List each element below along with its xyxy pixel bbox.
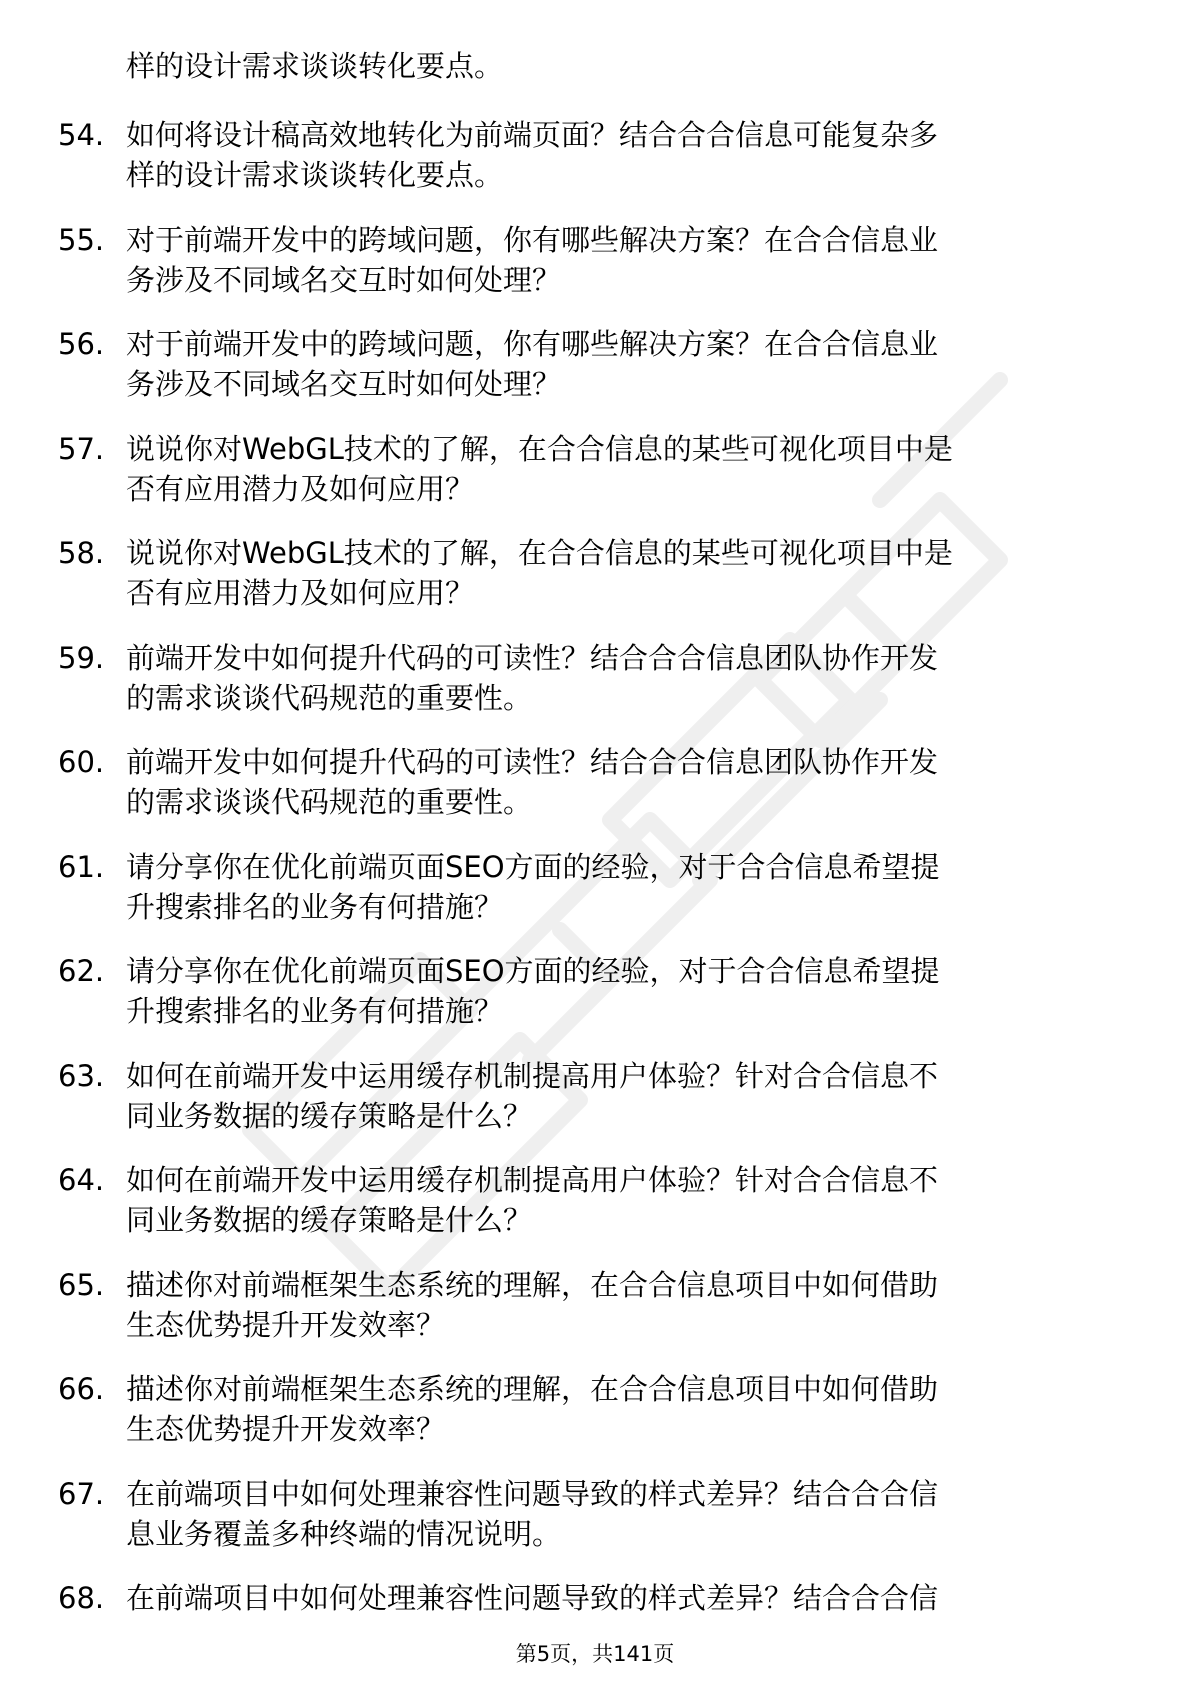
- question-text-line: 务涉及不同域名交互时如何处理？: [126, 367, 562, 401]
- question-text: [126, 1056, 1126, 1136]
- question-text-line: 请分享你在优化前端页面SEO方面的经验，对于合合信息希望提: [126, 954, 940, 988]
- question-text: [126, 1160, 1126, 1240]
- question-text-line: 息业务覆盖多种终端的情况说明。: [126, 1516, 562, 1551]
- question-text-line: 描述你对前端框架生态系统的理解，在合合信息项目中如何借助: [126, 1267, 939, 1302]
- question-text: [126, 324, 1126, 404]
- question-item: [0, 638, 1190, 743]
- question-text: [126, 1474, 1126, 1554]
- question-item: [0, 429, 1190, 534]
- question-item: [0, 951, 1190, 1056]
- question-number: 67.: [58, 1476, 105, 1511]
- question-text-line: 前端开发中如何提升代码的可读性？结合合合信息团队协作开发: [126, 745, 939, 779]
- question-number: 55.: [58, 222, 105, 257]
- question-list: [0, 115, 1190, 1683]
- question-number: 56.: [58, 327, 105, 361]
- question-item: [0, 220, 1190, 325]
- question-text: [126, 533, 1126, 613]
- question-text-line: 说说你对WebGL技术的了解，在合合信息的某些可视化项目中是: [126, 431, 953, 466]
- question-number: 57.: [58, 431, 105, 466]
- question-text-line: 同业务数据的缓存策略是什么？: [126, 1203, 533, 1237]
- question-text: [126, 429, 1126, 509]
- question-text-line: 前端开发中如何提升代码的可读性？结合合合信息团队协作开发: [126, 640, 939, 675]
- question-number: 63.: [58, 1058, 105, 1093]
- question-item: [0, 533, 1190, 638]
- question-text-line: 同业务数据的缓存策略是什么？: [126, 1098, 533, 1133]
- question-text: [126, 115, 1126, 195]
- question-item: [0, 115, 1190, 220]
- question-item: [0, 1056, 1190, 1161]
- question-item: [0, 847, 1190, 952]
- question-text-line: 对于前端开发中的跨域问题，你有哪些解决方案？在合合信息业: [126, 327, 939, 361]
- question-text-line: 升搜索排名的业务有何措施？: [126, 889, 504, 924]
- question-item: [0, 1265, 1190, 1370]
- question-text-line: 务涉及不同域名交互时如何处理？: [126, 262, 562, 297]
- question-item: [0, 1474, 1190, 1579]
- question-text-line: 的需求谈谈代码规范的重要性。: [126, 680, 533, 715]
- question-number: 54.: [58, 118, 105, 152]
- question-item: [0, 1369, 1190, 1474]
- question-number: 61.: [58, 849, 105, 884]
- question-text: [126, 220, 1126, 300]
- question-text-line: 的需求谈谈代码规范的重要性。: [126, 785, 533, 819]
- question-number: 65.: [58, 1267, 105, 1302]
- question-number: 66.: [58, 1372, 105, 1406]
- question-number: 58.: [58, 536, 105, 570]
- question-text-line: 如何在前端开发中运用缓存机制提高用户体验？针对合合信息不: [126, 1163, 939, 1197]
- question-text-line: 说说你对WebGL技术的了解，在合合信息的某些可视化项目中是: [126, 536, 953, 570]
- continued-question-text: 样的设计需求谈谈转化要点。: [126, 49, 504, 83]
- question-item: [0, 324, 1190, 429]
- question-text: [126, 847, 1126, 927]
- question-text-line: 如何将设计稿高效地转化为前端页面？结合合合信息可能复杂多: [126, 118, 939, 152]
- question-text-line: 生态优势提升开发效率？: [126, 1307, 446, 1342]
- question-text-line: 否有应用潜力及如何应用？: [126, 471, 475, 506]
- question-text-line: 生态优势提升开发效率？: [126, 1412, 446, 1446]
- question-item: [0, 1160, 1190, 1265]
- question-text-line: 样的设计需求谈谈转化要点。: [126, 158, 504, 192]
- question-text-line: 升搜索排名的业务有何措施？: [126, 994, 504, 1028]
- question-item: [0, 742, 1190, 847]
- question-number: 64.: [58, 1163, 105, 1197]
- question-text-line: 在前端项目中如何处理兼容性问题导致的样式差异？结合合合信: [126, 1476, 939, 1511]
- question-number: 68.: [58, 1581, 105, 1615]
- question-text: [126, 951, 1126, 1031]
- question-text-line: 如何在前端开发中运用缓存机制提高用户体验？针对合合信息不: [126, 1058, 939, 1093]
- question-text-line: 描述你对前端框架生态系统的理解，在合合信息项目中如何借助: [126, 1372, 939, 1406]
- question-text-line: 对于前端开发中的跨域问题，你有哪些解决方案？在合合信息业: [126, 222, 939, 257]
- question-number: 62.: [58, 954, 105, 988]
- question-text: [126, 742, 1126, 822]
- question-text: [126, 1265, 1126, 1345]
- question-number: 60.: [58, 745, 105, 779]
- question-text-line: 请分享你在优化前端页面SEO方面的经验，对于合合信息希望提: [126, 849, 940, 884]
- question-text: [126, 638, 1126, 718]
- question-number: 59.: [58, 640, 105, 675]
- question-text: [126, 1369, 1126, 1449]
- question-text-line: 否有应用潜力及如何应用？: [126, 576, 475, 610]
- question-text-line: 在前端项目中如何处理兼容性问题导致的样式差异？结合合合信: [126, 1581, 939, 1615]
- page-footer: 第5页，共141页: [515, 1642, 675, 1666]
- question-text: [126, 1578, 1126, 1618]
